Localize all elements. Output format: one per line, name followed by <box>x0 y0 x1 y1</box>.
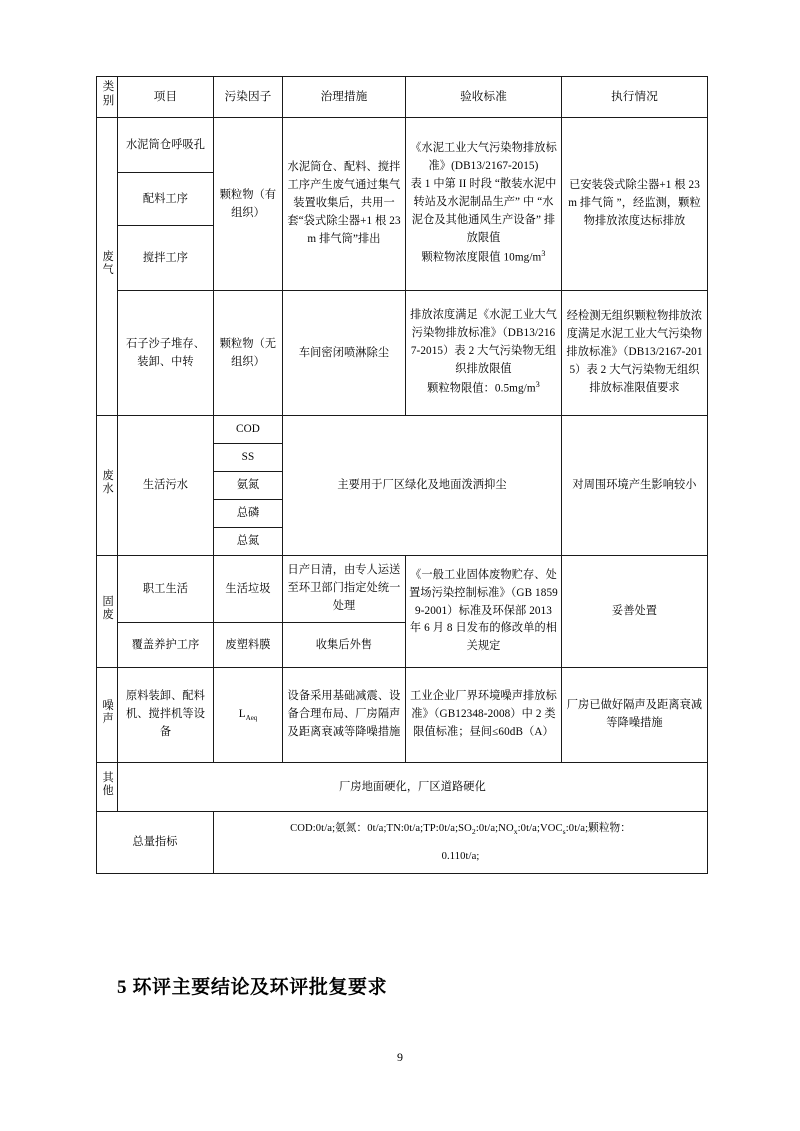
header-pollutant: 污染因子 <box>214 77 283 118</box>
category-noise <box>97 667 118 762</box>
solid-item-1: 职工生活 <box>118 555 214 622</box>
gas-unorg-standard-line1: 排放浓度满足《水泥工业大气污染物排放标准》（DB13/2167-2015）表 2 大气污染物无组织排放限值 <box>410 309 557 376</box>
noise-item: 原料装卸、配料机、搅拌机等设备 <box>118 667 214 762</box>
total-line1-a: COD:0t/a;氨氮：0t/a;TN:0t/a;TP:0t/a;SO <box>290 822 472 834</box>
total-line1-b: :0t/a;NO <box>475 822 514 834</box>
noise-measures: 设备采用基础减震、设备合理布局、厂房隔声及距离衰减等降噪措施 <box>283 667 406 762</box>
environmental-measures-table-wrap <box>96 76 708 874</box>
noise-pollutant-label: L <box>238 708 246 721</box>
category-noise-label: 噪声 <box>101 698 114 726</box>
table-row <box>97 555 708 622</box>
total-indicator-line1 <box>217 815 704 843</box>
solid-pollutant-1: 生活垃圾 <box>214 555 283 622</box>
gas-unorg-standard-line2-text: 颗粒物限值：0.5mg/m <box>427 382 536 395</box>
table-row <box>97 117 708 172</box>
water-item: 生活污水 <box>118 415 214 555</box>
total-line1-sub1: 2 <box>471 827 476 837</box>
total-indicator-label: 总量指标 <box>97 811 214 873</box>
water-pollutant-ammonia: 氨氮 <box>214 471 283 499</box>
section-heading: 5 环评主要结论及环评批复要求 <box>117 977 388 998</box>
water-pollutant-tn: 总氮 <box>214 527 283 555</box>
gas-item-3: 搅拌工序 <box>118 225 214 290</box>
gas-unorg-item: 石子沙子堆存、装卸、中转 <box>118 290 214 415</box>
gas-org-standard-line3-text: 颗粒物浓度限值 10mg/m <box>421 251 542 264</box>
solid-pollutant-2: 废塑料膜 <box>214 622 283 667</box>
table-row <box>97 290 708 415</box>
environmental-measures-table <box>96 76 708 874</box>
noise-execution: 厂房已做好隔声及距离衰减等降噪措施 <box>562 667 708 762</box>
gas-org-pollutant: 颗粒物（有组织） <box>214 117 283 290</box>
header-execution: 执行情况 <box>562 77 708 118</box>
solid-measures-2: 收集后外售 <box>283 622 406 667</box>
table-row <box>97 811 708 873</box>
gas-item-1: 水泥筒仓呼吸孔 <box>118 117 214 172</box>
page-number: 9 <box>397 1050 403 1064</box>
water-pollutant-cod: COD <box>214 415 283 443</box>
total-line1-sub2: x <box>513 827 518 837</box>
gas-org-execution: 已安装袋式除尘器+1 根 23m 排气筒 ”，经监测，颗粒物排放浓度达标排放 <box>562 117 708 290</box>
gas-org-standard-line3 <box>409 248 558 268</box>
header-category-label: 类别 <box>101 80 115 108</box>
table-header-row <box>97 77 708 118</box>
category-waste-gas <box>97 117 118 415</box>
header-acceptance-standard: 验收标准 <box>406 77 562 118</box>
solid-measures-1: 日产日清，由专人运送至环卫部门指定处统一处理 <box>283 555 406 622</box>
water-pollutant-tp: 总磷 <box>214 499 283 527</box>
solid-execution: 妥善处置 <box>562 555 708 667</box>
gas-org-measures: 水泥筒仓、配料、搅拌工序产生废气通过集气装置收集后，共用一套“袋式除尘器+1 根 23m 排气筒”排出 <box>283 117 406 290</box>
header-measures: 治理措施 <box>283 77 406 118</box>
gas-unorg-standard <box>406 290 562 415</box>
total-indicator-value <box>214 811 708 873</box>
solid-item-2: 覆盖养护工序 <box>118 622 214 667</box>
gas-org-standard-line3-sup: 3 <box>541 248 546 258</box>
table-row <box>97 415 708 443</box>
total-line1-d: :0t/a;颗粒物： <box>565 822 631 834</box>
total-line1-sub3: s <box>562 827 566 837</box>
header-category <box>97 77 118 118</box>
category-solid-waste-label: 固废 <box>101 595 114 622</box>
water-measures: 主要用于厂区绿化及地面泼洒抑尘 <box>283 415 562 555</box>
water-pollutant-ss: SS <box>214 443 283 471</box>
solid-standard: 《一般工业固体废物贮存、处置场污染控制标准》（GB 18599-2001）标准及环保部 2013 年 6 月 8 日发布的修改单的相关规定 <box>406 555 562 667</box>
category-waste-gas-label: 废气 <box>101 250 114 277</box>
category-waste-water-label: 废水 <box>101 469 114 496</box>
category-other <box>97 762 118 811</box>
noise-standard: 工业企业厂界环境噪声排放标准》（GB12348-2008）中 2 类限值标准；昼间≤60dB（A） <box>406 667 562 762</box>
gas-unorg-execution: 经检测无组织颗粒物排放浓度满足水泥工业大气污染物排放标准》（DB13/2167-2015）表 2 大气污染物无组织排放标准限值要求 <box>562 290 708 415</box>
category-waste-water <box>97 415 118 555</box>
total-line1-c: :0t/a;VOC <box>517 822 563 834</box>
table-row <box>97 667 708 762</box>
other-text: 厂房地面硬化，厂区道路硬化 <box>118 762 708 811</box>
water-execution: 对周围环境产生影响较小 <box>562 415 708 555</box>
header-project: 项目 <box>118 77 214 118</box>
category-other-label: 其他 <box>101 770 114 798</box>
gas-unorg-standard-line2 <box>409 379 558 399</box>
noise-pollutant <box>214 667 283 762</box>
gas-item-2: 配料工序 <box>118 172 214 225</box>
category-solid-waste <box>97 555 118 667</box>
gas-org-standard <box>406 117 562 290</box>
gas-org-standard-line2: 表 1 中第 II 时段 “散装水泥中转站及水泥制品生产” 中 “水泥仓及其他通风生产设备” 排放限值 <box>410 178 557 244</box>
gas-unorg-pollutant: 颗粒物（无组织） <box>214 290 283 415</box>
noise-pollutant-sub: Aeq <box>245 714 258 723</box>
gas-org-standard-line1: 《水泥工业大气污染物排放标准》(DB13/2167-2015) <box>410 142 557 173</box>
gas-unorg-measures: 车间密闭喷淋除尘 <box>283 290 406 415</box>
total-indicator-line2: 0.110t/a; <box>441 850 480 862</box>
table-row <box>97 762 708 811</box>
gas-unorg-standard-line2-sup: 3 <box>535 380 540 389</box>
